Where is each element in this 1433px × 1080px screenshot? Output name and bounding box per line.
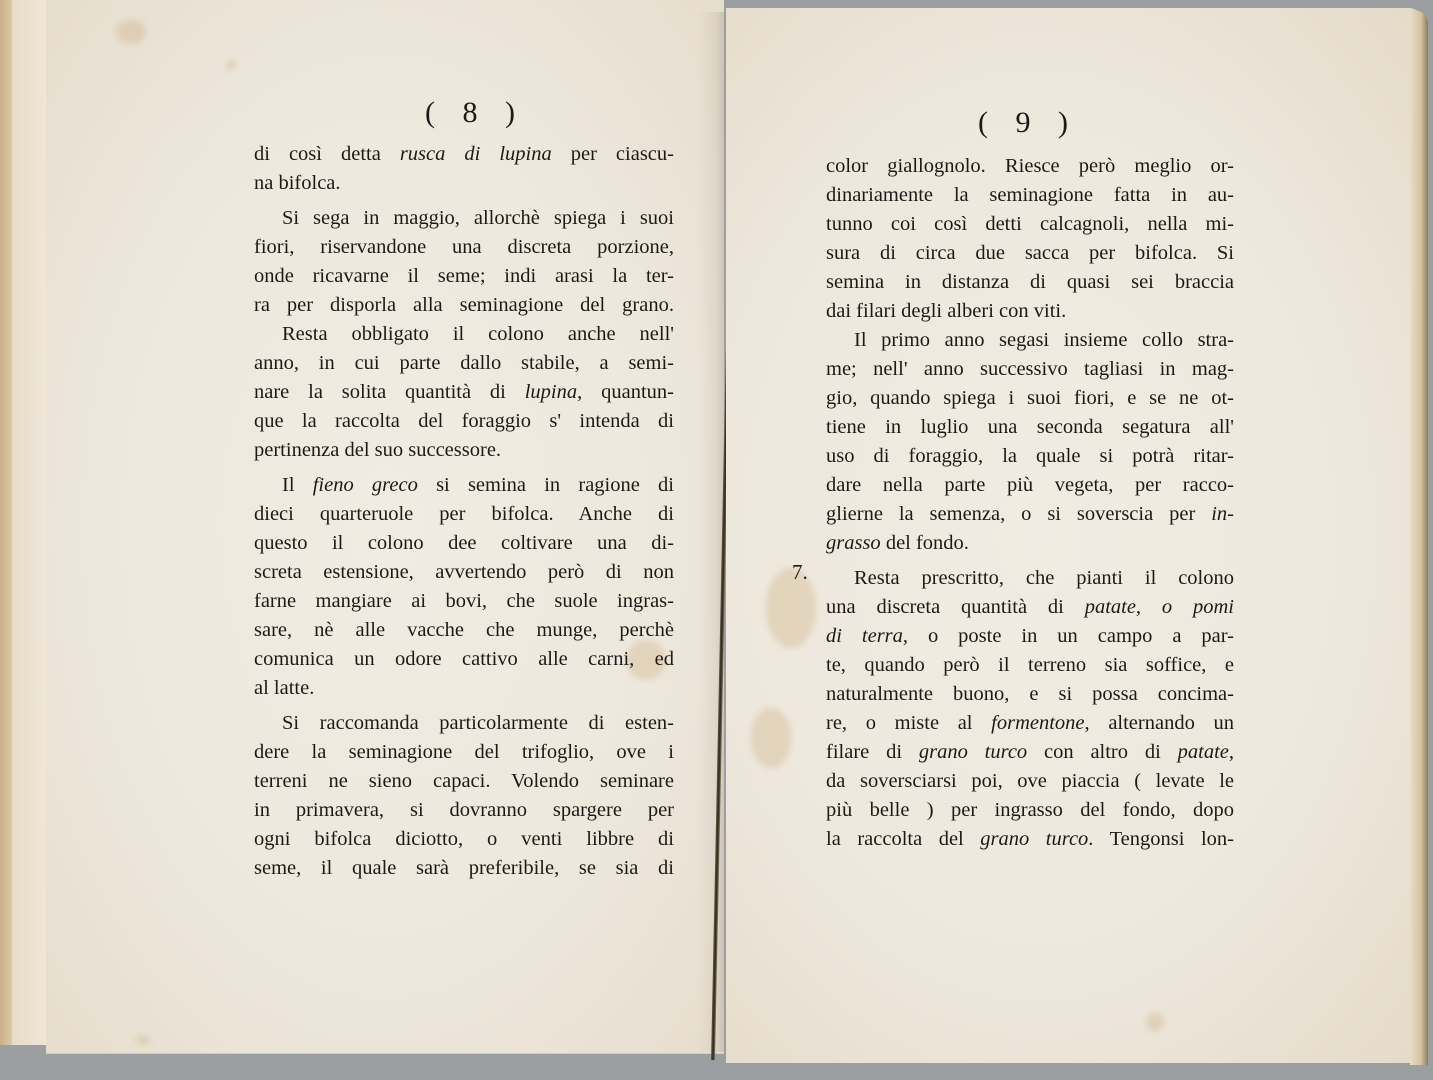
text-run: ogni bifolca diciotto, o venti libbre di (254, 828, 674, 850)
foxing-stain (136, 1035, 150, 1045)
text-run: gio, quando spiega i suoi fiori, e se ne ot- (826, 387, 1234, 409)
text-run: onde ricavarne il seme; indi arasi la ter- (254, 265, 674, 287)
text-run: , (1228, 741, 1234, 763)
text-line (826, 738, 1234, 767)
text-line (826, 825, 1234, 854)
page-number-left: ( 8 ) (425, 96, 525, 129)
text-line (254, 796, 674, 825)
text-line (254, 767, 674, 796)
text-line (254, 169, 674, 198)
text-line (826, 384, 1234, 413)
text-line (254, 529, 674, 558)
text-run: con altro di (1027, 741, 1178, 763)
text-line (254, 436, 674, 465)
text-line (254, 616, 674, 645)
text-line (826, 268, 1234, 297)
section-number: 7. (792, 560, 808, 584)
text-line (826, 152, 1234, 181)
text-run: Si raccomanda particolarmente di esten- (282, 712, 674, 734)
text-run: me; nell' anno successivo tagliasi in mag- (826, 358, 1234, 380)
text-line (826, 181, 1234, 210)
text-line (254, 674, 674, 703)
text-line (826, 355, 1234, 384)
right-page-text (826, 152, 1234, 854)
text-line (254, 587, 674, 616)
text-run: più belle ) per ingrasso del fondo, dopo (826, 799, 1234, 821)
text-line (254, 407, 674, 436)
text-run: del fondo. (880, 532, 969, 554)
text-run: farne mangiare ai bovi, che suole ingras- (254, 590, 674, 612)
text-line (826, 796, 1234, 825)
text-line (826, 413, 1234, 442)
text-run: . Tengonsi lon- (1088, 828, 1234, 850)
text-line (254, 709, 674, 738)
foxing-stain (1146, 1013, 1164, 1031)
text-run: screta estensione, avvertendo però di non (254, 561, 674, 583)
text-run: Il (282, 474, 313, 496)
text-line (254, 291, 674, 320)
text-line (254, 349, 674, 378)
page-number-right: ( 9 ) (978, 106, 1078, 139)
italic-term: in- (1211, 503, 1234, 525)
text-line (826, 326, 1234, 355)
text-line (826, 622, 1234, 651)
italic-term: formentone (991, 712, 1085, 734)
italic-term: patate, o pomi (1084, 596, 1234, 618)
italic-term: rusca di lupina (399, 143, 552, 165)
text-run: comunica un odore cattivo alle carni, ed (254, 648, 674, 670)
text-run: , alternando un (1084, 712, 1234, 734)
text-line (826, 297, 1234, 326)
text-run: dai filari degli alberi con viti. (826, 300, 1067, 322)
text-run: glierne la semenza, o si soverscia per (826, 503, 1212, 525)
text-run: dieci quarteruole per bifolca. Anche di (254, 503, 674, 525)
text-run: te, quando però il terreno sia soffice, e (826, 654, 1234, 676)
text-line (826, 680, 1234, 709)
foxing-stain (116, 20, 146, 44)
text-line (254, 825, 674, 854)
text-run: seme, il quale sarà preferibile, se sia di (254, 857, 674, 879)
text-line (254, 320, 674, 349)
text-run: dare nella parte più vegeta, per racco- (826, 474, 1234, 496)
text-run: pertinenza del suo successore. (254, 439, 502, 461)
text-line (826, 593, 1234, 622)
text-run: , o poste in un campo a par- (902, 625, 1234, 647)
text-line (254, 738, 674, 767)
text-line (826, 471, 1234, 500)
text-run: tunno coi così detti calcagnoli, nella mi- (826, 213, 1234, 235)
text-line (826, 442, 1234, 471)
italic-term: grano turco (918, 741, 1028, 763)
foxing-stain (766, 568, 816, 648)
text-run: di così detta (254, 143, 400, 165)
text-run: anno, in cui parte dallo stabile, a semi- (254, 352, 674, 374)
text-run: na bifolca. (254, 172, 341, 194)
text-line (254, 262, 674, 291)
text-line (826, 529, 1234, 558)
right-page-edges (1410, 10, 1428, 1065)
text-run: si semina in ragione di (417, 474, 674, 496)
text-run: semina in distanza di quasi sei braccia (826, 271, 1234, 293)
text-run: , quantun- (577, 381, 674, 403)
foxing-stain (226, 60, 236, 70)
text-run: terreni ne sieno capaci. Volendo seminare (254, 770, 674, 792)
left-page-text (254, 140, 674, 883)
text-line (826, 767, 1234, 796)
text-line (254, 140, 674, 169)
text-line (826, 651, 1234, 680)
italic-term: grano turco (980, 828, 1089, 850)
italic-term: grasso (826, 532, 881, 554)
text-run: fiori, riservandone una discreta porzione, (254, 236, 674, 258)
text-line (826, 500, 1234, 529)
text-line (826, 564, 1234, 593)
text-run: Resta prescritto, che pianti il colono (854, 567, 1234, 589)
text-run: naturalmente buono, e si possa concima- (826, 683, 1234, 705)
text-run: uso di foraggio, la quale si potrà ritar- (826, 445, 1234, 467)
text-run: dere la seminagione del trifoglio, ove i (254, 741, 674, 763)
text-run: per ciascu- (551, 143, 674, 165)
text-line (254, 558, 674, 587)
italic-term: di terra (826, 625, 903, 647)
text-run: nare la solita quantità di (254, 381, 525, 403)
text-run: in primavera, si dovranno spargere per (254, 799, 674, 821)
text-run: la raccolta del (826, 828, 981, 850)
text-run: al latte. (254, 677, 315, 699)
text-line (254, 233, 674, 262)
text-line (254, 471, 674, 500)
text-line (826, 210, 1234, 239)
text-run: ra per disporla alla seminagione del grano. (254, 294, 674, 316)
text-run: Resta obbligato il colono anche nell' (282, 323, 674, 345)
text-line (826, 239, 1234, 268)
text-line (254, 500, 674, 529)
text-line (254, 204, 674, 233)
text-run: dinariamente la seminagione fatta in au- (826, 184, 1234, 206)
text-line (254, 854, 674, 883)
text-run: Il primo anno segasi insieme collo stra- (854, 329, 1234, 351)
text-run: sare, nè alle vacche che munge, perchè (254, 619, 674, 641)
text-run: una discreta quantità di (826, 596, 1085, 618)
text-run: questo il colono dee coltivare una di- (254, 532, 674, 554)
left-page-fold-shadow (698, 12, 724, 1052)
italic-term: fieno greco (312, 474, 418, 496)
text-run: tiene in luglio una seconda segatura all' (826, 416, 1234, 438)
text-line (254, 378, 674, 407)
text-run: color giallognolo. Riesce però meglio or- (826, 155, 1234, 177)
italic-term: patate (1177, 741, 1229, 763)
text-run: filare di (826, 741, 919, 763)
text-run: Si sega in maggio, allorchè spiega i suoi (282, 207, 674, 229)
text-line (826, 709, 1234, 738)
text-run: re, o miste al (826, 712, 992, 734)
text-run: sura di circa due sacca per bifolca. Si (826, 242, 1234, 264)
text-line (254, 645, 674, 674)
text-run: da soversciarsi poi, ove piaccia ( levate le (826, 770, 1234, 792)
text-run: que la raccolta del foraggio s' intenda di (254, 410, 674, 432)
italic-term: lupina (524, 381, 578, 403)
foxing-stain (751, 708, 791, 768)
